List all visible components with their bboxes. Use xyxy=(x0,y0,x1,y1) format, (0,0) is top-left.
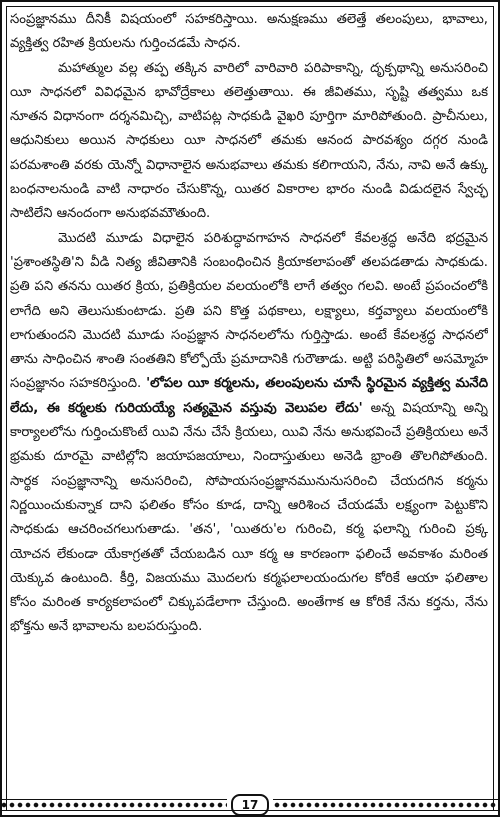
ornament-left xyxy=(0,799,227,811)
paragraph-3-quote: 'లోపల యీ కర్మలను, తలంపులను చూసే స్థిరమైన వ్యక్తిత్వ మనేది లేదు, ఈ కర్మలకు గురియయ్యే సత్యమైన వస్తువు వెలుపల లేదు' xyxy=(10,376,488,416)
paragraph-3-before: మొదటి మూడు విధాలైన పరిశుద్ధావగాహన సాధనలో కేవలశ్రద్ధ అనేది భద్రమైన 'ప్రశాంతస్థితి'ని వీడి నిత్య జీవితానికి సంబంధించిన క్రియాకలాపంతో తలపడతాడు సాధకుడు. ప్రతి పని తనను యితర క్రియ, ప్రతిక్రియల వలయంలోకి లాగే తత్వం గలవి. అంటే ప్రపంచంలోకి లాగేది అని తెలుసుకుంటాడు. ప్రతి పని కొత్త పథకాలు, లక్ష్యాలు, కర్తవ్యాలు వలయంలోకి లాగుతుందని మొదటి మూడు సంప్రజ్ఞాన సాధనలలోను గుర్తిస్తాడు. అంటే కేవలశ్రద్ధ సాధనలో తాను సాధించిన శాంతి సంతతిని కోల్పోయే ప్రమాదానికి గురౌతాడు. అట్టి పరిస్థితిలో అసమ్మోహ సంప్రజ్ఞానం సహకరిస్తుంది. xyxy=(10,230,488,392)
page-number: 17 xyxy=(231,794,269,816)
paragraph-3 xyxy=(10,227,488,640)
ornament-right xyxy=(273,799,500,811)
bottom-ornamental-border xyxy=(0,792,500,817)
paragraph-1: సంప్రజ్ఞానము దీనికీ విషయంలో సహకరిస్తాయి. అనుక్షణము తలెత్తే తలంపులు, భావాలు, వ్యక్తిత్వ రహిత క్రియలను గుర్తించడమే సాధన. xyxy=(10,12,488,52)
paragraph-2: మహాత్ముల వల్ల తప్ప తక్కిన వారిలో వారివారి పరిపాకాన్ని, దృక్పథాన్ని అనుసరించి యీ సాధనలో వివిధమైన భావోద్రేకాలు తలెత్తుతాయి. ఈ జీవితము, సృష్టి తత్వము ఒక నూతన విధానంగా దర్శనమిచ్చి, వాటిపట్ల సాధకుడి వైఖరి పూర్తిగా మారిపోతుంది. ప్రాచీనులు, ఆధునికులు అయిన సాధకులు యీ సాధనలో తమకు ఆనంద పారవశ్యం దగ్గర నుండి పరమశాంతి వరకు యెన్నో విధానాలైన అనుభవాలు తమకు కలిగాయని, నేను, నావి అనే ఉక్కు బంధనాలనుండి వాటి నాధారం చేసుకొన్న, యితర వికారాల భారం నుండి విడుదలైన స్వేచ్ఛ సాటిలేని ఆనందంగా అనుభవమౌతుంది. xyxy=(10,60,488,222)
page-body-text xyxy=(10,8,488,786)
paragraph-3-after: అన్న విషయాన్ని అన్ని కార్యాలలోను గుర్తించుకొంటే యివి నేను చేసే క్రియలు, యివి నేను అనుభవించే ప్రతిక్రియలు అనే భ్రమకు దూరమై వాటిల్లోని జయాపజయాలు, నిందాస్తుతులు అనెడి భ్రాంతి తొలగిపోతుంది. సార్థక సంప్రజ్ఞానాన్ని అనుసరించి, సోపాయసంప్రజ్ఞానమునునుసరించి చేయదగిన కర్మను నిర్ణయించుకున్నాక దాని ఫలితం కోసం కూడ, దాన్ని ఆరిశించ చేయడమే లక్ష్యంగా పెట్టుకొని సాధకుడు ఆచరించగలుగుతాడు. 'తన', 'యితరు'ల గురించి, కర్మ ఫలాన్ని గురించి ప్రక్క యోచన లేకుండా యేకాగ్రతతో చేయబడిన యీ కర్మ ఆ కారణంగా ఫలించే అవకాశం మరింత యెక్కువ ఉంటుంది. కీర్తి, విజయము మొదలగు కర్మఫలాలయందుగల కోరికే ఆయా ఫలితాల కోసం మరింత కార్యకలాపంలో చిక్కుపడేలాగా చేస్తుంది. అంతేగాక ఆ కోరికే నేను కర్తను, నేను భోక్తను అనే భావాలను బలపరుస్తుంది. xyxy=(10,400,488,635)
